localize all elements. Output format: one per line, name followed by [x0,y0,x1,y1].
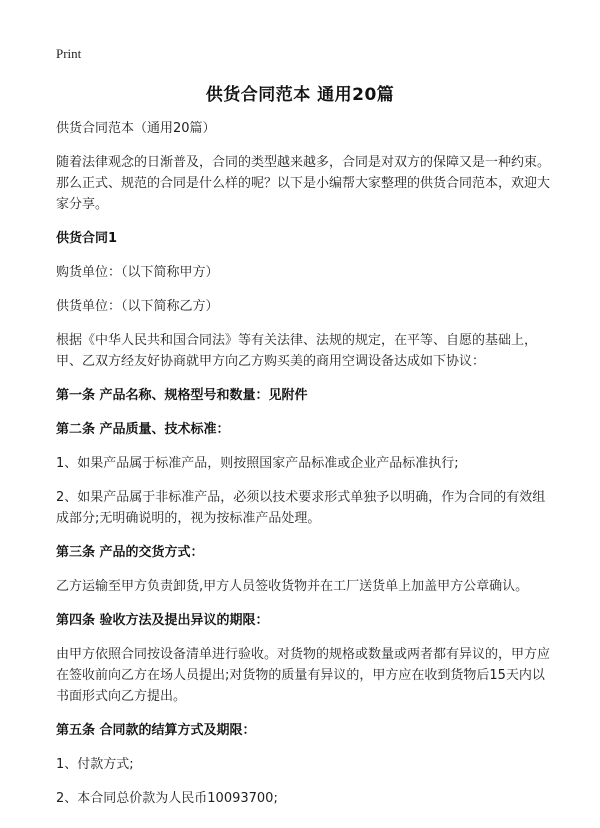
document-body [56,118,550,822]
article-5-item-1: 1、付款方式; [56,757,134,772]
buyer-line: 购货单位：（以下简称甲方） [56,265,219,280]
article-2-heading: 第二条 产品质量、技术标准： [56,422,230,437]
page-title: 供货合同范本 通用20篇 [205,85,395,105]
article-1-heading: 第一条 产品名称、规格型号和数量：见附件 [56,388,308,403]
article-2-item-1: 1、如果产品属于标准产品，则按照国家产品标准或企业产品标准执行; [56,456,459,471]
supplier-line: 供货单位：（以下简称乙方） [56,299,219,314]
article-5-item-2: 2、本合同总价款为人民币10093700; [56,791,278,806]
contract-heading: 供货合同1 [56,231,118,246]
print-label: Print [56,46,82,61]
article-4-heading: 第四条 验收方法及提出异议的期限： [56,613,269,628]
article-3-heading: 第三条 产品的交货方式： [56,545,204,560]
article-5-heading: 第五条 合同款的结算方式及期限： [56,723,256,738]
article-3-paragraph: 乙方运输至甲方负责卸货,甲方人员签收货物并在工厂送货单上加盖甲方公章确认。 [56,579,529,594]
article-4-paragraph: 由甲方依照合同按设备清单进行验收。对货物的规格或数量或两者都有异议的，甲方应在签收前向乙方在场人员提出;对货物的质量有异议的，甲方应在收到货物后15天内以书面形式向乙方提出。 [56,647,551,704]
intro-paragraph: 随着法律观念的日渐普及，合同的类型越来越多，合同是对双方的保障又是一种约束。那么正式、规范的合同是什么样的呢？以下是小编帮大家整理的供货合同范本，欢迎大家分享。 [56,155,551,212]
legal-basis-paragraph: 根据《中华人民共和国合同法》等有关法律、法规的规定，在平等、自愿的基础上，甲、乙双方经友好协商就甲方向乙方购买美的商用空调设备达成如下协议： [56,333,538,369]
subtitle-paragraph: 供货合同范本（通用20篇） [56,121,216,136]
article-2-item-2: 2、如果产品属于非标准产品，必须以技术要求形式单独予以明确，作为合同的有效组成部分;无明确说明的，视为按标准产品处理。 [56,490,546,526]
